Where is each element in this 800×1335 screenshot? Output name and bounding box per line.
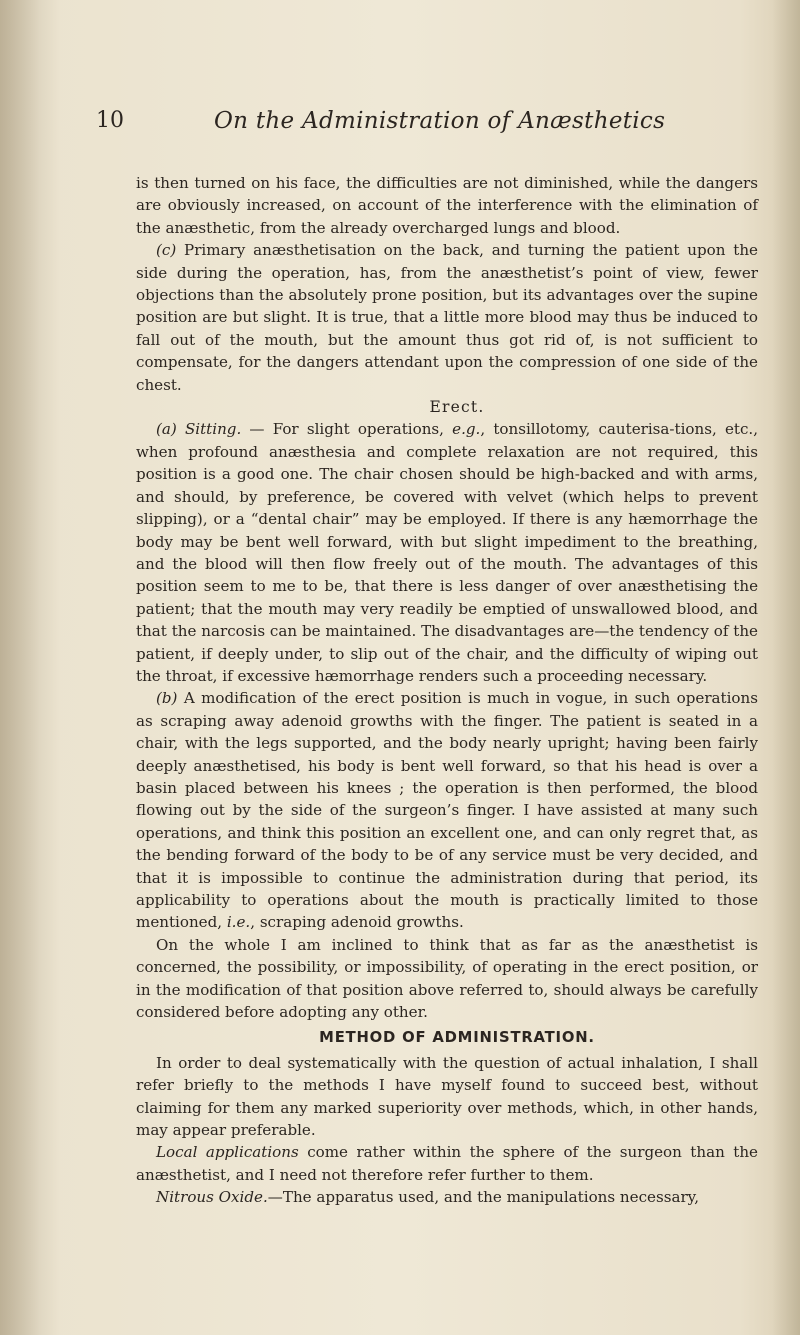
list-marker-b: (b) bbox=[156, 689, 178, 708]
paragraph-summary: On the whole I am inclined to think that as far as the anæsthetist is concerned, the possibility, or impossibility, of operating in the erect position, or in the modification of that position above referred to, should always be carefully considered before adopting any other. bbox=[136, 935, 758, 1022]
page-edge-shadow bbox=[772, 0, 800, 1335]
paragraph-nitrous bbox=[136, 1186, 758, 1208]
list-marker-a: (a) bbox=[156, 420, 177, 439]
running-title: On the Administration of Anæsthetics bbox=[214, 108, 666, 134]
sitting-text-2: , tonsillotomy, cauterisa-tions, etc., when profound anæsthesia and complete relaxation are not required, this position is a good one. The chair chosen should be high-backed and with arms, and should, by preference, be covered with velvet (which helps to prevent slipping), or a “dental chair” may be employed. If there is any hæmorrhage the body may be bent well forward, with but slight impediment to the breathing, and the blood will then flow freely out of the mouth. The advantages of this position seem to me to be, that there is less danger of over anæsthetising the patient; that the mouth may very readily be emptied of unswallowed blood, and that the narcosis can be maintained. The disadvantages are—the tendency of the patient, if deeply under, to slip out of the chair, and the difficulty of wiping out the throat, if excessive hæmorrhage renders such a proceeding necessary. bbox=[136, 420, 758, 685]
eg-abbrev: e.g. bbox=[452, 420, 481, 439]
page-header bbox=[96, 108, 756, 148]
sitting-label: Sitting. bbox=[184, 420, 242, 439]
nitrous-oxide-text: —The apparatus used, and the manipulations necessary, bbox=[267, 1188, 699, 1207]
local-applications-label: Local applications bbox=[156, 1143, 299, 1162]
page-number: 10 bbox=[96, 108, 124, 133]
paragraph-c bbox=[136, 239, 758, 396]
paragraph-sitting bbox=[136, 418, 758, 687]
paragraph-c-text: Primary anæsthetisation on the back, and turning the patient upon the side during the operation, has, from the anæsthetist’s point of view, fewer objections than the absolutely prone position, but its advantages over the supine position are but slight. It is true, that a little more blood may thus be induced to fall out of the mouth, but the amount thus got rid of, is not sufficient to compensate, for the dangers attendant upon the compression of one side of the chest. bbox=[136, 241, 758, 394]
paragraph-local bbox=[136, 1141, 758, 1186]
heading-method: METHOD OF ADMINISTRATION. bbox=[319, 1029, 595, 1047]
page-gutter-shadow bbox=[0, 0, 60, 1335]
body-text bbox=[136, 172, 758, 1209]
paragraph-continued: is then turned on his face, the difficulties are not diminished, while the dangers are obviously increased, on account of the interference with the elimination of the anæsthetic, from the already overcharged lungs and blood. bbox=[136, 174, 758, 237]
local-applications-text: come rather within the sphere of the surgeon than the anæsthetist, and I need not therefore refer further to them. bbox=[136, 1143, 758, 1184]
paragraph-method-intro: In order to deal systematically with the question of actual inhalation, I shall refer briefly to the methods I have myself found to succeed best, without claiming for them any marked superiority over methods, which, in other hands, may appear preferable. bbox=[136, 1053, 758, 1140]
nitrous-oxide-label: Nitrous Oxide. bbox=[156, 1188, 268, 1207]
paragraph-b-text-2: , scraping adenoid growths. bbox=[250, 913, 464, 932]
ie-abbrev: i.e. bbox=[226, 913, 251, 932]
heading-erect: Erect. bbox=[429, 398, 485, 417]
paragraph-b-text-1: A modification of the erect position is much in vogue, in such operations as scraping away adenoid growths with the finger. The patient is seated in a chair, with the legs supported, and the body nearly upright; having been fairly deeply anæsthetised, his body is bent well forward, so that his head is over a basin placed between his knees ; the operation is then performed, the blood flowing out by the side of the surgeon’s finger. I have assisted at many such operations, and think this position an excellent one, and can only regret that, as the bending forward of the body to be of any service must be very decided, and that it is impossible to continue the administration during that period, its applicability to operations about the mouth is practically limited to those mentioned, bbox=[136, 689, 758, 932]
list-marker-c: (c) bbox=[156, 241, 177, 260]
sitting-text-1: — For slight operations, bbox=[241, 420, 453, 439]
paragraph-b bbox=[136, 687, 758, 933]
